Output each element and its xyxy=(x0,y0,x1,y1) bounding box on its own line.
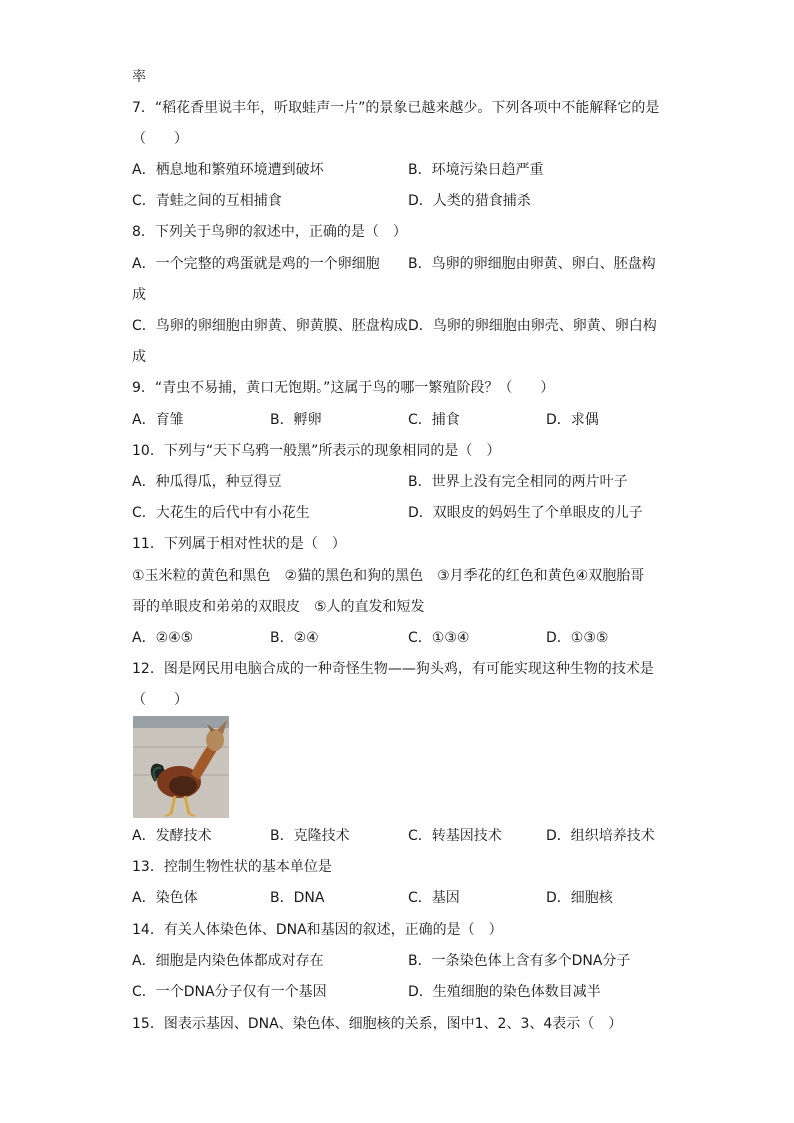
q7-stem: 7．“稻花香里说丰年，听取蛙声一片”的景象已越来越少。下列各项中不能解释它的是 xyxy=(132,100,660,116)
q12-option-d: D．组织培养技术 xyxy=(546,828,655,844)
q14-option-d: D．生殖细胞的染色体数目减半 xyxy=(408,984,601,1000)
q14-stem: 14．有关人体染色体、DNA和基因的叙述，正确的是（ ） xyxy=(132,922,503,938)
q11-stem: 11．下列属于相对性状的是（ ） xyxy=(132,536,346,552)
q8-option-b: B．鸟卵的卵细胞由卵黄、卵白、胚盘构 xyxy=(408,256,656,272)
q8-option-d-cont: 成 xyxy=(132,349,146,365)
q8-option-d: D．鸟卵的卵细胞由卵壳、卵黄、卵白构 xyxy=(408,318,657,334)
q11-option-c: C．①③④ xyxy=(408,630,470,646)
q13-option-d: D．细胞核 xyxy=(546,890,613,906)
q9-option-b: B．孵卵 xyxy=(270,412,322,428)
q14-option-a: A．细胞是内染色体都成对存在 xyxy=(132,953,324,969)
q13-stem: 13．控制生物性状的基本单位是 xyxy=(132,859,332,875)
q15-stem: 15．图表示基因、DNA、染色体、细胞核的关系，图中1、2、3、4表示（ ） xyxy=(132,1016,623,1032)
q10-option-a: A．种瓜得瓜，种豆得豆 xyxy=(132,474,282,490)
q10-option-c: C．大花生的后代中有小花生 xyxy=(132,505,310,521)
q14-option-b: B．一条染色体上含有多个DNA分子 xyxy=(408,953,631,969)
q8-option-b-cont: 成 xyxy=(132,287,146,303)
q14-option-c: C．一个DNA分子仅有一个基因 xyxy=(132,984,327,1000)
q12-option-b: B．克隆技术 xyxy=(270,828,350,844)
q8-stem: 8．下列关于鸟卵的叙述中，正确的是（ ） xyxy=(132,224,407,240)
q7-option-d: D．人类的猎食捕杀 xyxy=(408,193,531,209)
q12-option-c: C．转基因技术 xyxy=(408,828,502,844)
q13-option-c: C．基因 xyxy=(408,890,460,906)
q10-stem: 10．下列与“天下乌鸦一般黑”所表示的现象相同的是（ ） xyxy=(132,443,501,459)
q10-option-b: B．世界上没有完全相同的两片叶子 xyxy=(408,474,628,490)
q7-option-a: A．栖息地和繁殖环境遭到破坏 xyxy=(132,162,324,178)
q9-option-c: C．捕食 xyxy=(408,412,460,428)
q9-option-d: D．求偶 xyxy=(546,412,599,428)
q7-paren: （ ） xyxy=(132,131,188,147)
q13-option-a: A．染色体 xyxy=(132,890,198,906)
q11-items-line2: 哥的单眼皮和弟弟的双眼皮 ⑤人的直发和短发 xyxy=(132,599,425,615)
q11-items-line1: ①玉米粒的黄色和黑色 ②猫的黑色和狗的黑色 ③月季花的红色和黄色④双胞胎哥 xyxy=(132,568,645,584)
q7-option-b: B．环境污染日趋严重 xyxy=(408,162,544,178)
q10-option-d: D．双眼皮的妈妈生了个单眼皮的儿子 xyxy=(408,505,643,521)
q9-option-a: A．育雏 xyxy=(132,412,184,428)
q7-option-c: C．青蛙之间的互相捕食 xyxy=(132,193,282,209)
q12-option-a: A．发酵技术 xyxy=(132,828,212,844)
q11-option-b: B．②④ xyxy=(270,630,319,646)
q11-option-a: A．②④⑤ xyxy=(132,630,194,646)
q8-option-c: C．鸟卵的卵细胞由卵黄、卵黄膜、胚盘构成 xyxy=(132,318,408,334)
q13-option-b: B．DNA xyxy=(270,890,325,906)
page-fragment: 率 xyxy=(132,69,146,85)
q8-option-a: A．一个完整的鸡蛋就是鸡的一个卵细胞 xyxy=(132,256,380,272)
q11-option-d: D．①③⑤ xyxy=(546,630,609,646)
dog-head-chicken-image xyxy=(133,716,229,818)
dog-head-chicken-illustration xyxy=(133,716,229,818)
q9-stem: 9．“青虫不易捕，黄口无饱期。”这属于鸟的哪一繁殖阶段？（ ） xyxy=(132,380,555,396)
q12-stem: 12．图是网民用电脑合成的一种奇怪生物——狗头鸡，有可能实现这种生物的技术是 xyxy=(132,661,654,677)
q12-paren: （ ） xyxy=(132,692,188,708)
